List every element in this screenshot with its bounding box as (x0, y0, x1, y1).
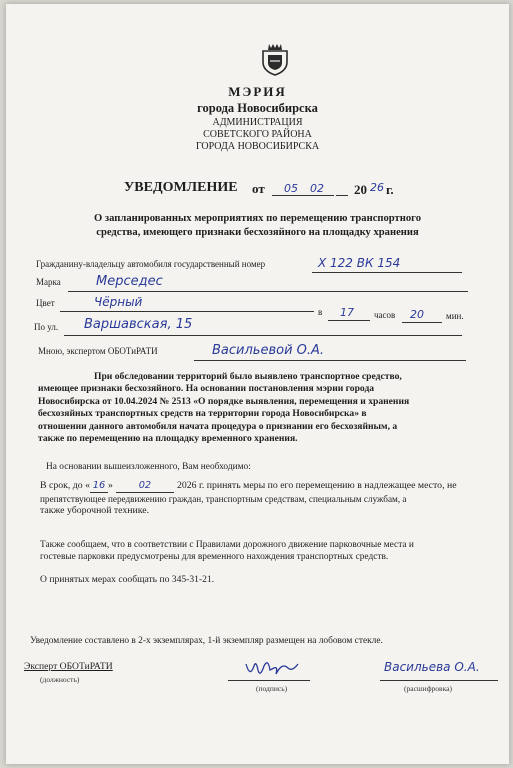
main-paragraph (38, 371, 498, 445)
rules-block (40, 539, 508, 563)
notice-document (6, 4, 509, 764)
deadline-mid: » (108, 480, 113, 491)
para-line-2: имеющее признаки бесхозяйного. На основании постановления мэрии города (38, 383, 375, 395)
color-line (60, 311, 314, 312)
signature-position: Эксперт ОБОТиРАТИ (24, 661, 113, 672)
header-district: СОВЕТСКОГО РАЙОНА (203, 129, 312, 140)
year-suffix: г. (386, 182, 394, 197)
deadline-line-3: также уборочной технике. (40, 505, 150, 517)
owner-label: Гражданину-владельцу автомобиля государственный номер (36, 259, 266, 269)
expert-label: Мною, экспертом ОБОТиРАТИ (38, 346, 158, 356)
street-line (64, 335, 462, 336)
para-line-4: бесхозяйных транспортных средств на территории города Новосибирска» в (38, 408, 367, 420)
minutes-value: 20 (410, 308, 424, 321)
minutes-line (402, 322, 442, 323)
make-value: Мерседес (96, 274, 163, 289)
signature-caption: (подпись) (256, 684, 288, 693)
year-handwritten: 26 (370, 181, 384, 194)
date-line (272, 195, 334, 196)
deadline-prefix: В срок, до « (40, 480, 91, 491)
expert-line (194, 360, 466, 361)
signature-mark (242, 656, 302, 682)
street-value: Варшавская, 15 (84, 317, 193, 332)
deadline-suffix: 2026 г. принять меры по его перемещению в надлежащее место, не (176, 480, 457, 491)
color-value: Чёрный (94, 295, 143, 309)
signature-decoding: Васильева О.А. (384, 660, 480, 674)
deadline-day: 16 (90, 480, 108, 493)
street-label: По ул. (34, 322, 59, 332)
novosibirsk-coat-of-arms-icon (260, 42, 290, 76)
rules-line-1: Также сообщаем, что в соответствии с Правилами дорожного движение парковочные места и (40, 540, 414, 550)
notice-from: от (252, 181, 265, 196)
subject-line-2: средства, имеющего признаки бесхозяйного на площадку хранения (96, 227, 419, 238)
header-admin: АДМИНИСТРАЦИЯ (212, 117, 303, 128)
year-prefix: 20 (354, 182, 367, 197)
hours-label: часов (374, 310, 396, 320)
decoding-caption: (расшифровка) (404, 684, 452, 693)
rules-line-2: гостевые парковки предусмотрены для временного нахождения транспортных средств. (40, 552, 389, 563)
para-line-1: При обследовании территорий было выявлено транспортное средство, (94, 371, 402, 382)
subject-line-1: О запланированных мероприятиях по перемещению транспортного (93, 213, 422, 224)
minutes-label: мин. (446, 311, 464, 321)
date-day: 05 (284, 182, 298, 195)
header-city-caps: ГОРОДА НОВОСИБИРСКА (195, 141, 320, 152)
plate-value: Х 122 ВК 154 (318, 256, 401, 270)
plate-line (312, 272, 462, 273)
para-line-6: также по перемещению на площадку временного хранения. (38, 433, 298, 445)
deadline-month: 02 (116, 480, 174, 493)
hours-line (328, 320, 370, 321)
para-line-3: Новосибирска от 10.04.2024 № 2513 «О порядке выявления, перемещения и хранения (38, 395, 410, 407)
signature-line (228, 680, 310, 681)
decoding-line (380, 680, 498, 681)
copies-text: Уведомление составлено в 2-х экземплярах, 1-й экземпляр размещен на лобовом стекле. (30, 636, 383, 646)
date-month: 02 (310, 182, 324, 195)
hours-value: 17 (340, 306, 354, 319)
para-line-5: отношении данного автомобиля начата процедура о признании его бесхозяйным, а (38, 420, 398, 432)
deadline-block (40, 480, 500, 518)
deadline-line-1 (40, 480, 500, 493)
header-city: города Новосибирска (197, 101, 318, 115)
date-line-2 (336, 195, 348, 196)
header-mayor: МЭРИЯ (228, 84, 287, 99)
make-label: Марка (36, 277, 61, 287)
basis-text (46, 462, 251, 472)
notice-title: УВЕДОМЛЕНИЕ (124, 180, 238, 195)
make-line (68, 291, 468, 292)
at-label: в (318, 307, 323, 317)
deadline-line-2: препятствующее передвижению граждан, транспортным средствам, специальным службам, а (40, 494, 407, 505)
report-text: О принятых мерах сообщать по 345-31-21. (40, 574, 215, 585)
position-caption: (должность) (40, 675, 80, 684)
expert-value: Васильевой О.А. (212, 343, 325, 358)
color-label: Цвет (36, 298, 55, 308)
basis-label: На основании вышеизложенного, Вам необходимо: (46, 462, 251, 472)
